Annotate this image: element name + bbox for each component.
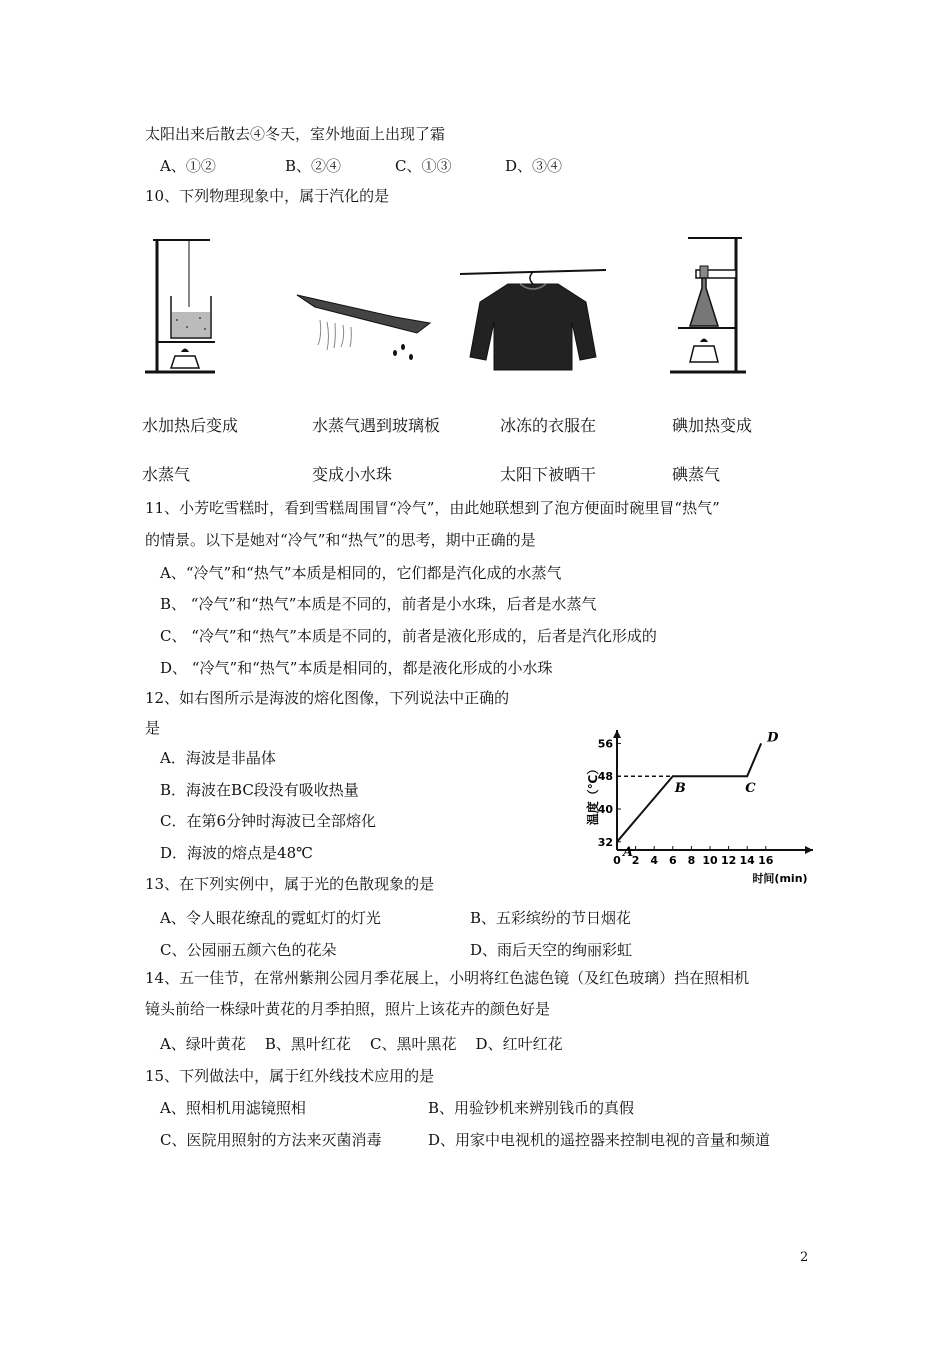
text-line: 太阳出来后散去④冬天，室外地面上出现了霜 (145, 125, 446, 143)
chart-point-label: C (745, 781, 756, 797)
chart-axes (613, 730, 813, 854)
chart-x-axis-arrow (805, 846, 813, 854)
caption-figure-1-line2: 水蒸气 (142, 465, 191, 484)
q15-option-a: A、照相机用滤镜照相 (160, 1099, 306, 1117)
q13-option-c: C、公园丽五颜六色的花朵 (160, 941, 337, 959)
caption-figure-3-line2: 太阳下被晒干 (500, 465, 597, 484)
chart-y-tick-label: 32 (597, 835, 613, 849)
chart-y-tick-label: 40 (597, 803, 613, 816)
q13-option-d: D、雨后天空的绚丽彩虹 (470, 941, 633, 959)
caption-figure-1-line1: 水加热后变成 (142, 416, 239, 435)
chart-y-axis-arrow (613, 730, 621, 738)
q9-option-b: B、②④ (285, 157, 342, 175)
figure-water-heating (145, 232, 220, 377)
q15-option-d: D、用家中电视机的遥控器来控制电视的音量和频道 (428, 1131, 771, 1149)
question-12-line2: 是 (145, 719, 161, 737)
chart-series-line (617, 743, 761, 841)
chart-y-axis-label: 温度（℃） (586, 762, 600, 826)
figure-glass-plate (295, 285, 435, 375)
q9-option-d: D、③④ (505, 157, 563, 175)
question-15: 15、下列做法中，属于红外线技术应用的是 (145, 1067, 435, 1085)
question-11-line2: 的情景。以下是她对“冷气”和“热气”的思考，期中正确的是 (145, 531, 536, 549)
figure-iodine-heating (668, 232, 748, 377)
chart-point-label: B (674, 781, 686, 797)
q13-option-b: B、五彩缤纷的节日烟花 (470, 909, 632, 927)
question-14-line1: 14、五一佳节，在常州紫荆公园月季花展上，小明将红色滤色镜（及红色玻璃）挡在照相机 (145, 969, 750, 987)
chart-x-tick-label: 8 (687, 854, 696, 867)
q11-option-c: C、 “冷气”和“热气”本质是不同的，前者是液化形成的，后者是汽化形成的 (160, 627, 657, 645)
q13-option-a: A、令人眼花缭乱的霓虹灯的灯光 (160, 909, 381, 927)
q14-options: A、绿叶黄花 B、黑叶红花 C、黑叶黑花 D、红叶红花 (160, 1035, 563, 1053)
page-number: 2 (800, 1250, 809, 1265)
figure-frozen-sweater (458, 262, 608, 374)
chart-x-tick-label: 10 (702, 854, 718, 867)
chart-x-tick-label: 2 (631, 854, 640, 867)
q15-option-c: C、医院用照射的方法来灭菌消毒 (160, 1131, 382, 1149)
question-10: 10、下列物理现象中，属于汽化的是 (145, 187, 390, 205)
caption-figure-2-line1: 水蒸气遇到玻璃板 (312, 416, 441, 435)
question-11-line1: 11、小芳吃雪糕时，看到雪糕周围冒“冷气”，由此她联想到了泡方便面时碗里冒“热气” (145, 499, 720, 517)
q15-option-b: B、用验钞机来辨别钱币的真假 (428, 1099, 635, 1117)
q9-option-c: C、①③ (395, 157, 452, 175)
chart-x-tick-label: 0 (613, 854, 621, 867)
chart-point-label: D (767, 730, 779, 746)
chart-y-tick-label: 48 (597, 770, 613, 784)
q12-option-c: C．在第6分钟时海波已全部熔化 (160, 812, 377, 830)
question-14-line2: 镜头前给一株绿叶黄花的月季拍照，照片上该花卉的颜色好是 (145, 1000, 551, 1018)
q9-option-a: A、①② (160, 157, 216, 175)
caption-figure-3-line1: 冰冻的衣服在 (500, 416, 597, 435)
question-12-line1: 12、如右图所示是海波的熔化图像，下列说法中正确的 (145, 689, 510, 707)
chart-x-tick-label: 16 (758, 854, 774, 867)
caption-figure-4-line2: 碘蒸气 (672, 465, 721, 484)
chart-y-tick-label: 56 (597, 737, 613, 751)
q12-option-a: A．海波是非晶体 (160, 749, 276, 767)
caption-figure-4-line1: 碘加热变成 (672, 416, 753, 435)
chart-x-tick-label: 12 (720, 854, 737, 867)
chart-x-tick-label: 14 (739, 854, 755, 867)
q11-option-a: A、“冷气”和“热气”本质是相同的，它们都是汽化成的水蒸气 (160, 564, 562, 582)
chart-x-tick-label: 4 (650, 854, 659, 867)
q11-option-b: B、 “冷气”和“热气”本质是不同的，前者是小水珠，后者是水蒸气 (160, 595, 597, 613)
chart-x-tick-label: 6 (668, 854, 677, 867)
q12-option-d: D．海波的熔点是48℃ (160, 844, 313, 862)
melting-chart (575, 722, 825, 887)
q12-option-b: B．海波在BC段没有吸收热量 (160, 781, 359, 799)
caption-figure-2-line2: 变成小水珠 (312, 465, 393, 484)
chart-x-axis-label: 时间(min) (752, 872, 808, 885)
q11-option-d: D、 “冷气”和“热气”本质是相同的，都是液化形成的小水珠 (160, 659, 553, 677)
chart-point-label: A (623, 844, 634, 860)
question-13: 13、在下列实例中，属于光的色散现象的是 (145, 875, 435, 893)
